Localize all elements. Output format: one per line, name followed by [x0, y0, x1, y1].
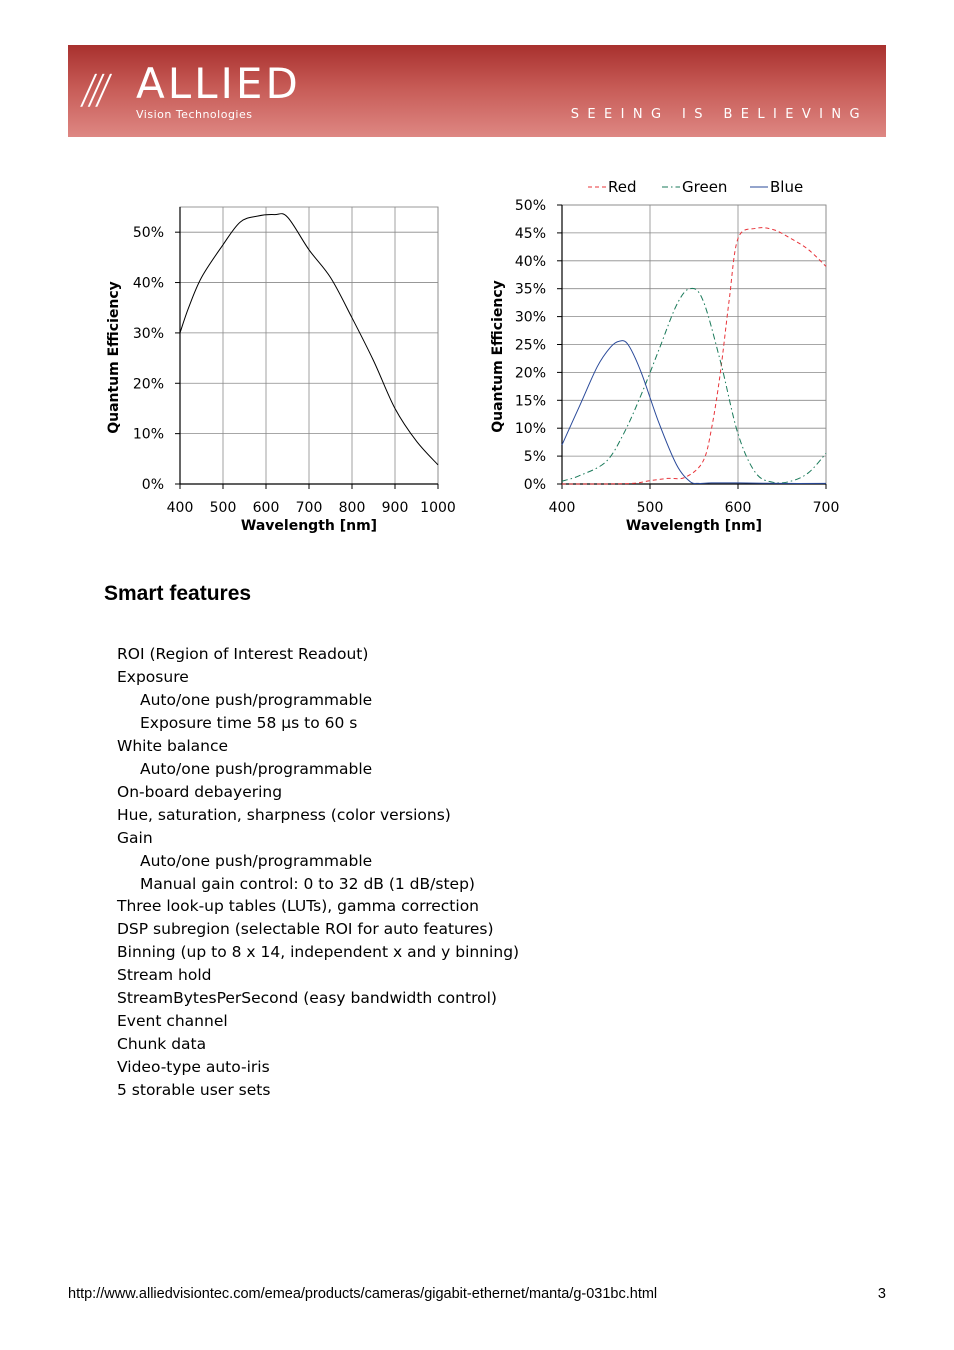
feature-item: Event channel [117, 1012, 228, 1031]
feature-item: Auto/one push/programmable [140, 690, 373, 709]
color-y-tick-label: 20% [514, 365, 546, 382]
color-y-tick-label: 25% [514, 337, 546, 354]
color-series-line-green [562, 288, 826, 483]
feature-item: Stream hold [117, 966, 212, 985]
mono-x-tick-label: 900 [381, 500, 409, 516]
tagline: SEEING IS BELIEVING [570, 107, 868, 122]
mono-y-tick-label: 40% [132, 275, 164, 292]
section-title: Smart features [104, 582, 252, 605]
feature-item: Manual gain control: 0 to 32 dB (1 dB/step) [140, 874, 475, 893]
color-x-axis-title: Wavelength [nm] [625, 518, 763, 534]
mono-x-tick-label: 800 [338, 500, 366, 516]
feature-item: White balance [117, 736, 229, 755]
feature-item: Binning (up to 8 x 14, independent x and y binning) [117, 943, 520, 962]
mono-y-tick-label: 30% [132, 325, 164, 342]
color-y-tick-label: 30% [514, 309, 546, 326]
color-y-tick-label: 50% [514, 198, 546, 214]
feature-item: 5 storable user sets [117, 1081, 271, 1100]
color-y-tick-label: 10% [514, 421, 546, 438]
mono-y-tick-label: 10% [132, 426, 164, 443]
color-x-tick-label: 400 [548, 500, 576, 516]
feature-item: Chunk data [117, 1035, 207, 1054]
color-y-tick-label: 5% [523, 449, 546, 466]
color-y-tick-label: 45% [514, 225, 546, 242]
feature-list [117, 643, 519, 1102]
color-y-tick-label: 15% [514, 393, 546, 410]
mono-x-tick-label: 700 [295, 500, 323, 516]
mono-y-tick-label: 50% [132, 225, 164, 242]
logo-subtitle: Vision Technologies [136, 108, 253, 121]
feature-item: Hue, saturation, sharpness (color versions) [117, 805, 451, 824]
feature-item: DSP subregion (selectable ROI for auto features) [117, 920, 494, 939]
page-number: 3 [877, 1286, 886, 1302]
mono-x-tick-label: 500 [209, 500, 237, 516]
mono-x-tick-label: 600 [252, 500, 280, 516]
feature-item: Video-type auto-iris [117, 1058, 270, 1077]
feature-item: ROI (Region of Interest Readout) [117, 645, 369, 663]
feature-item: Gain [117, 828, 153, 847]
color-x-tick-label: 500 [636, 500, 664, 516]
logo-wordmark: ALLIED [136, 59, 301, 108]
feature-item: Auto/one push/programmable [140, 851, 373, 870]
mono-x-tick-label: 400 [166, 500, 194, 516]
color-y-axis-title: Quantum Efficiency [490, 280, 506, 433]
color-x-tick-label: 600 [724, 500, 752, 516]
color-series-line-red [562, 228, 826, 484]
legend-label-blue: Blue [770, 178, 804, 196]
color-y-tick-label: 35% [514, 281, 546, 298]
feature-item: Exposure [117, 667, 189, 686]
mono-y-tick-label: 20% [132, 376, 164, 393]
mono-y-axis-title: Quantum Efficiency [106, 281, 122, 434]
feature-item: Auto/one push/programmable [140, 759, 373, 778]
color-x-tick-label: 700 [812, 500, 840, 516]
legend-label-green: Green [682, 178, 728, 196]
mono-x-tick-label: 1000 [420, 500, 456, 516]
logo-slashes: /// [78, 67, 108, 113]
feature-item: On-board debayering [117, 782, 283, 801]
mono-qe-chart [0, 0, 954, 560]
color-series-line-blue [562, 341, 826, 484]
feature-item: Exposure time 58 µs to 60 s [140, 713, 358, 732]
feature-item: Three look-up tables (LUTs), gamma correction [117, 897, 479, 916]
feature-item: StreamBytesPerSecond (easy bandwidth control) [117, 989, 497, 1008]
legend-label-red: Red [608, 178, 637, 196]
mono-y-tick-label: 0% [141, 477, 164, 493]
mono-x-axis-title: Wavelength [nm] [240, 518, 378, 534]
footer-url[interactable]: http://www.alliedvisiontec.com/emea/products/cameras/gigabit-ethernet/manta/g-031bc.html [68, 1286, 658, 1302]
color-y-tick-label: 0% [523, 477, 546, 493]
color-y-tick-label: 40% [514, 253, 546, 270]
